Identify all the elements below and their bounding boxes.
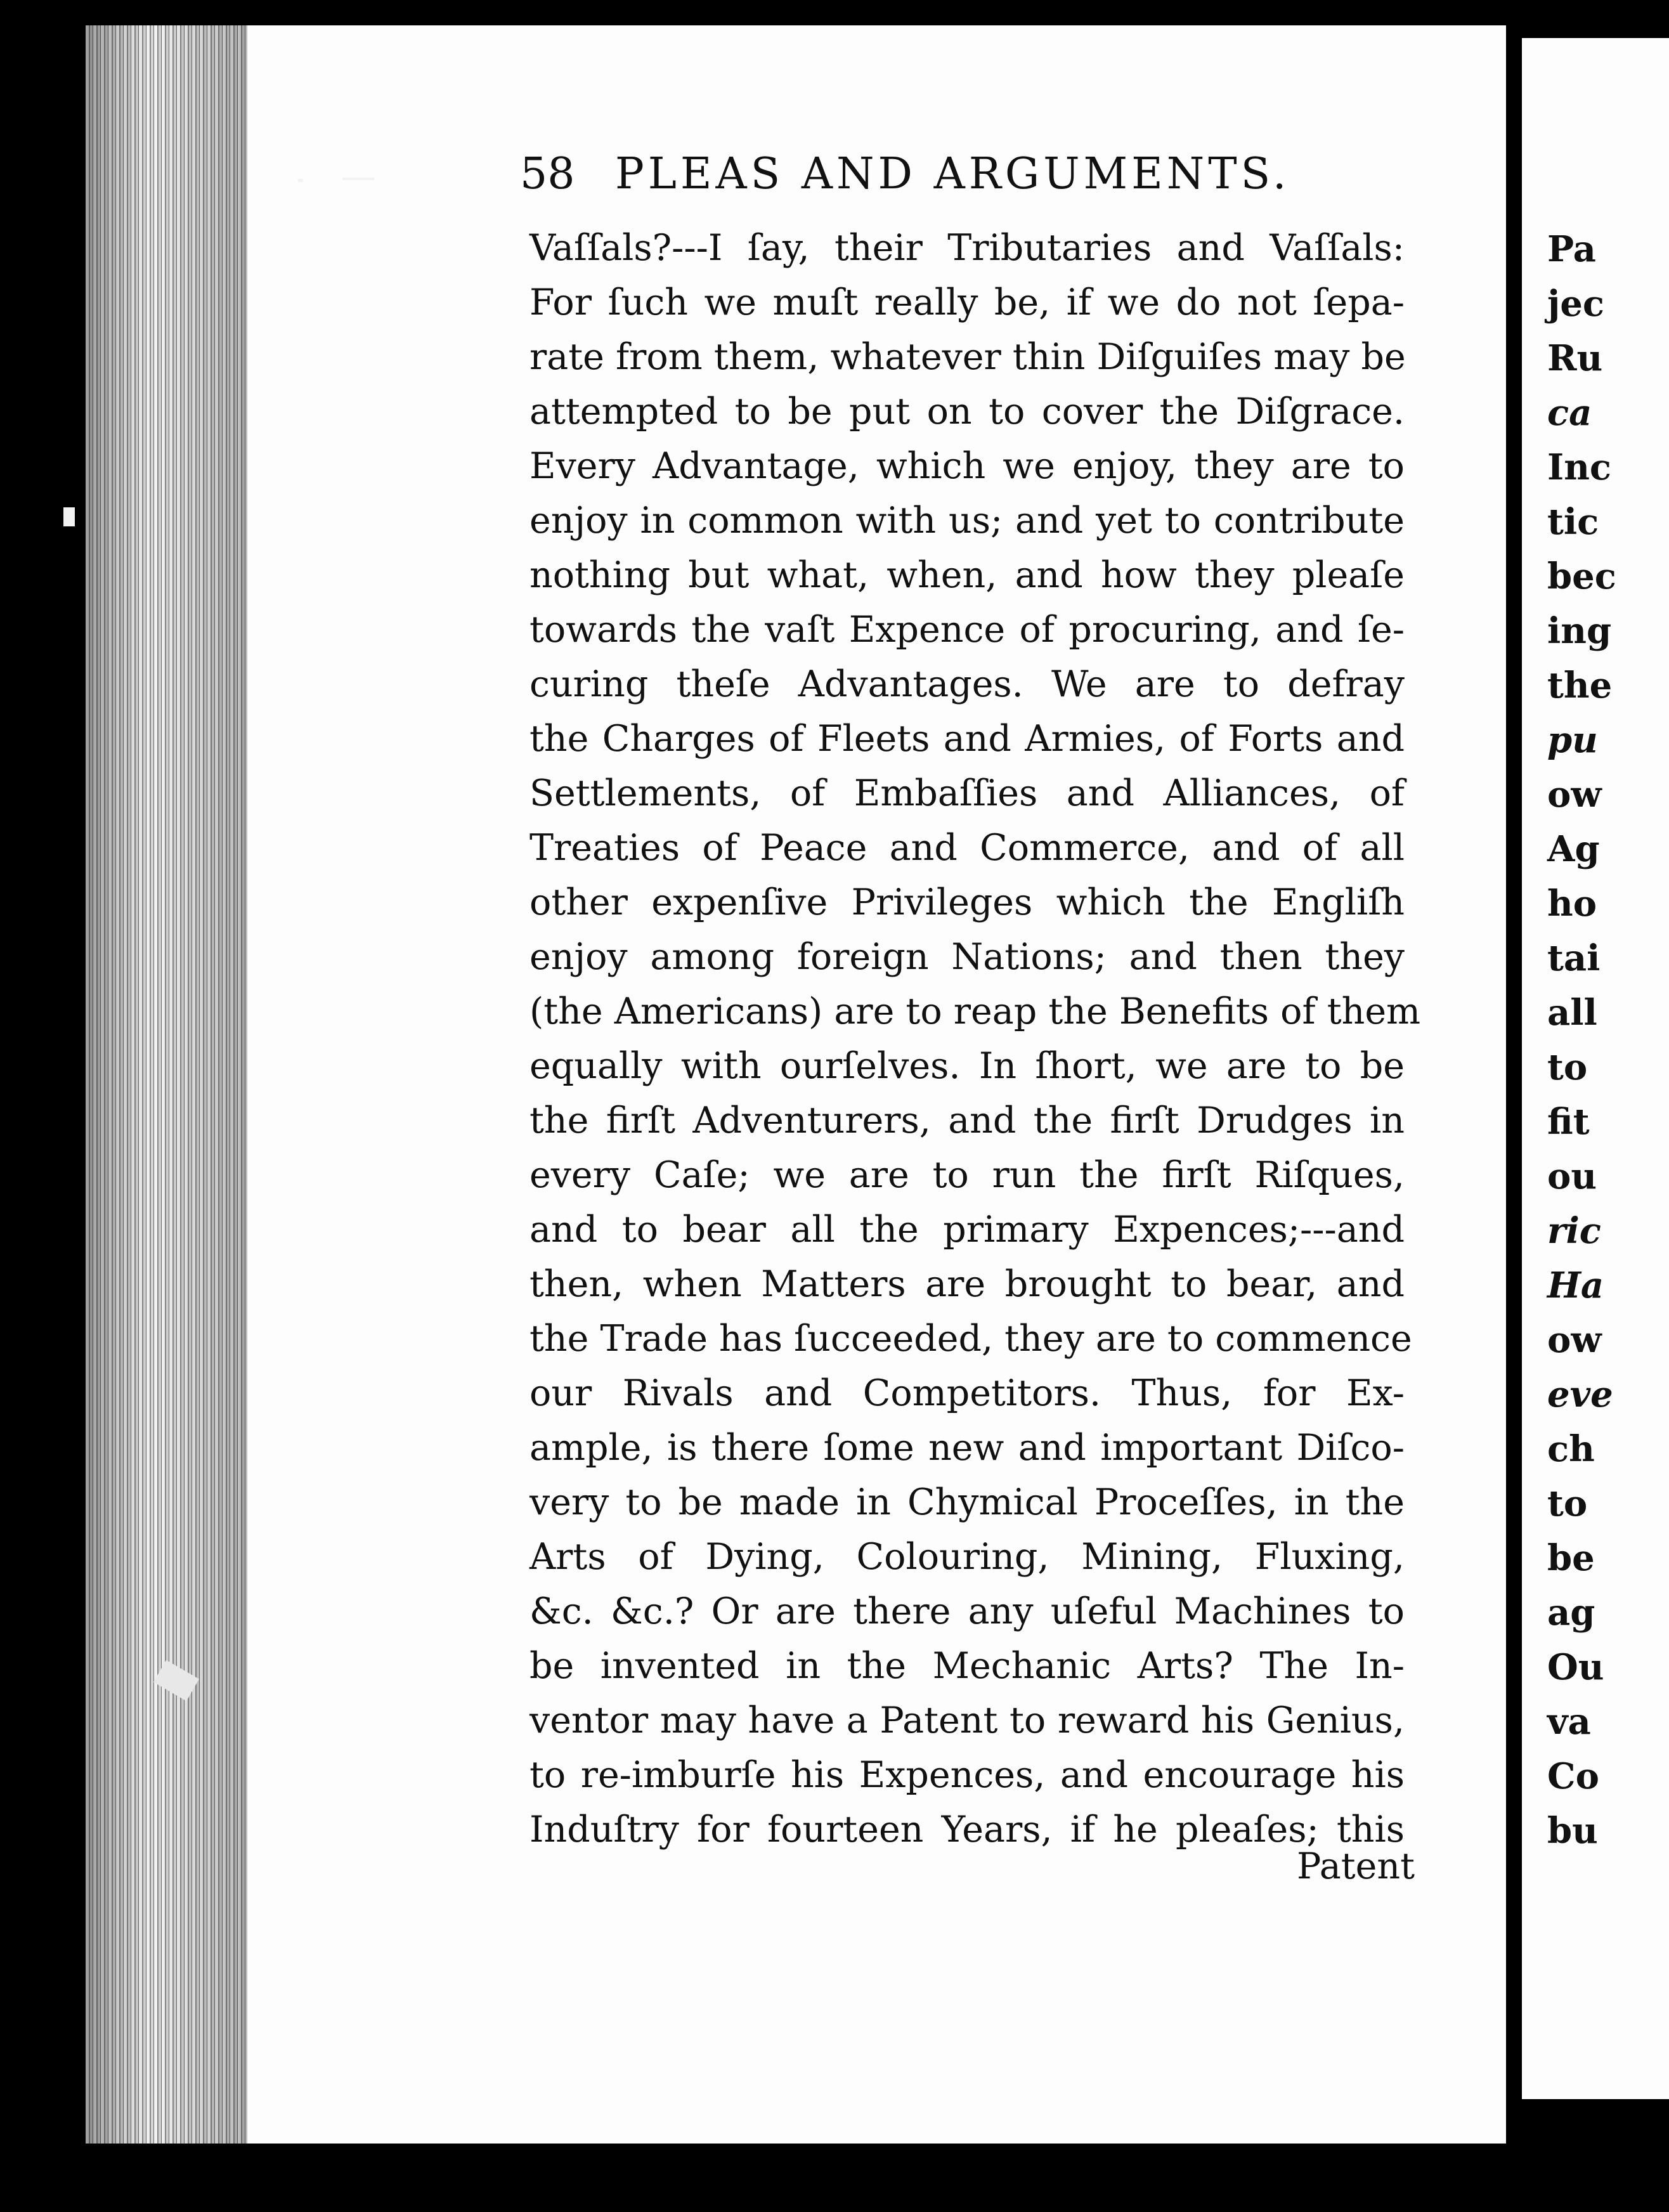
body-text bbox=[529, 221, 1421, 1857]
facing-line: Pa bbox=[1547, 228, 1596, 270]
facing-line: ag bbox=[1547, 1592, 1595, 1634]
facing-line: Ou bbox=[1547, 1646, 1604, 1688]
text-line: be invented in the Mechanic Arts? The In- bbox=[529, 1645, 1405, 1687]
text-line: Vaſſals?---I ſay, their Tributaries and Vaſſals: bbox=[529, 227, 1405, 269]
facing-line: to bbox=[1547, 1483, 1588, 1525]
facing-line: tic bbox=[1547, 501, 1599, 543]
running-head: PLEAS AND ARGUMENTS. bbox=[615, 149, 1290, 199]
text-line: Induſtry for fourteen Years, if he pleaſes; this bbox=[529, 1809, 1405, 1851]
text-line: ventor may have a Patent to reward his Genius, bbox=[529, 1700, 1405, 1741]
facing-line: Inc bbox=[1547, 446, 1612, 488]
facing-line: ow bbox=[1547, 774, 1602, 816]
facing-line: all bbox=[1547, 992, 1597, 1034]
facing-line: to bbox=[1547, 1046, 1588, 1088]
text-line: our Rivals and Competitors. Thus, for Ex- bbox=[529, 1372, 1405, 1414]
facing-line: fit bbox=[1547, 1101, 1590, 1143]
catchword: Patent bbox=[1297, 1845, 1415, 1887]
text-line: nothing but what, when, and how they pleaſe bbox=[529, 554, 1405, 596]
facing-line: Ha bbox=[1547, 1265, 1604, 1306]
binding-gutter bbox=[1506, 0, 1522, 2212]
text-line: Treaties of Peace and Commerce, and of all bbox=[529, 827, 1405, 869]
facing-line: bec bbox=[1547, 556, 1616, 597]
text-line: very to be made in Chymical Proceſſes, in the bbox=[529, 1481, 1405, 1523]
text-line: For ſuch we muſt really be, if we do not ſepa- bbox=[529, 282, 1405, 323]
text-line: towards the vaſt Expence of procuring, and ſe- bbox=[529, 609, 1405, 651]
text-line: Every Advantage, which we enjoy, they are to bbox=[529, 445, 1405, 487]
facing-line: ing bbox=[1547, 610, 1612, 652]
margin-speck bbox=[63, 507, 75, 526]
text-line: attempted to be put on to cover the Diſgrace. bbox=[529, 391, 1405, 433]
facing-line: ho bbox=[1547, 883, 1597, 925]
page-header bbox=[520, 149, 1306, 212]
facing-page-fragment bbox=[1522, 38, 1669, 2099]
facing-line: jec bbox=[1547, 283, 1604, 325]
facing-page-text bbox=[1547, 222, 1616, 1858]
text-line: then, when Matters are brought to bear, and bbox=[529, 1263, 1405, 1305]
facing-line: Ag bbox=[1547, 828, 1600, 870]
facing-line: bu bbox=[1547, 1810, 1598, 1852]
text-line: ample, is there ſome new and important Diſco- bbox=[529, 1427, 1405, 1469]
facing-line: ow bbox=[1547, 1319, 1602, 1361]
text-line: every Caſe; we are to run the firſt Riſques, bbox=[529, 1154, 1405, 1196]
margin-speck bbox=[342, 178, 374, 180]
facing-line: va bbox=[1547, 1701, 1591, 1743]
facing-line: Ru bbox=[1547, 337, 1603, 379]
text-line: enjoy among foreign Nations; and then they bbox=[529, 936, 1405, 978]
text-line: curing theſe Advantages. We are to defray bbox=[529, 663, 1405, 705]
text-line: the Trade has ſucceeded, they are to commence bbox=[529, 1318, 1412, 1360]
facing-line: the bbox=[1547, 665, 1613, 706]
text-line: other expenſive Privileges which the Engliſh bbox=[529, 882, 1405, 923]
page-edge-shadow bbox=[86, 25, 250, 2144]
text-line: Arts of Dying, Colouring, Mining, Fluxing, bbox=[529, 1536, 1405, 1578]
margin-speck bbox=[298, 179, 303, 182]
text-line: the firſt Adventurers, and the firſt Drudges in bbox=[529, 1100, 1405, 1142]
text-line: to re-imburſe his Expences, and encourage his bbox=[529, 1754, 1405, 1796]
text-line: Settlements, of Embaſſies and Alliances, of bbox=[529, 772, 1405, 814]
text-line: &c. &c.? Or are there any uſeful Machines to bbox=[529, 1591, 1405, 1632]
text-line: (the Americans) are to reap the Benefits of them bbox=[529, 991, 1421, 1032]
text-line: rate from them, whatever thin Diſguiſes may be bbox=[529, 336, 1406, 378]
facing-line: ca bbox=[1547, 392, 1592, 434]
facing-line: be bbox=[1547, 1537, 1595, 1579]
facing-line: eve bbox=[1547, 1374, 1613, 1415]
text-line: equally with ourſelves. In ſhort, we are to be bbox=[529, 1045, 1405, 1087]
page-number: 58 bbox=[520, 149, 575, 199]
facing-line: ou bbox=[1547, 1155, 1597, 1197]
text-line: and to bear all the primary Expences;---and bbox=[529, 1209, 1405, 1251]
facing-line: tai bbox=[1547, 937, 1601, 979]
text-line: the Charges of Fleets and Armies, of Forts and bbox=[529, 718, 1405, 760]
facing-line: Co bbox=[1547, 1755, 1599, 1797]
facing-line: ric bbox=[1547, 1210, 1601, 1252]
text-line: enjoy in common with us; and yet to contribute bbox=[529, 500, 1405, 542]
facing-line: pu bbox=[1547, 719, 1598, 761]
facing-line: ch bbox=[1547, 1428, 1595, 1470]
